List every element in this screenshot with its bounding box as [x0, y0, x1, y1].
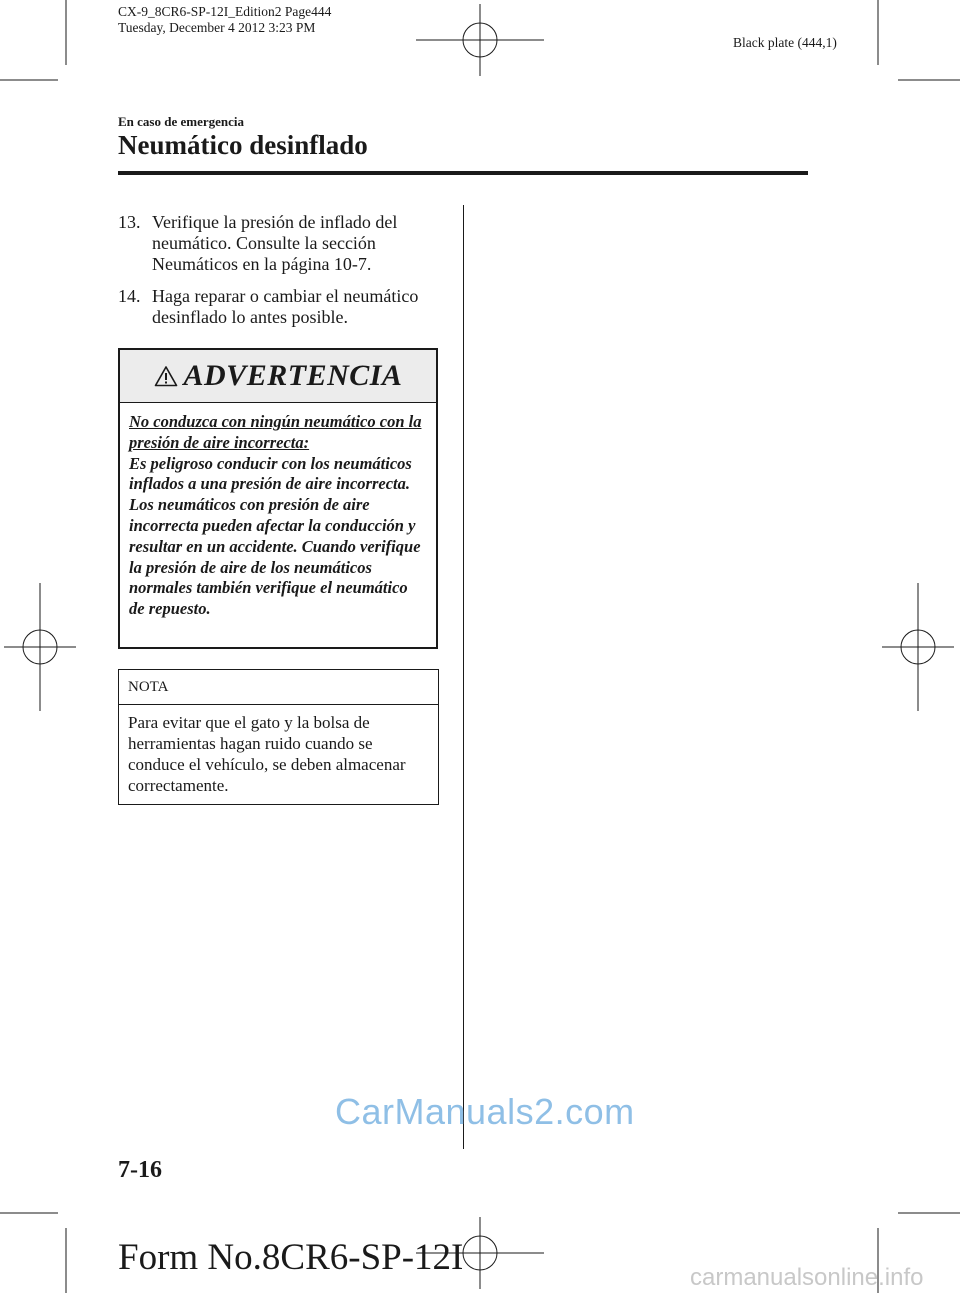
section-label: En caso de emergencia — [118, 114, 245, 129]
warning-triangle-icon — [154, 365, 178, 387]
print-file-line: CX-9_8CR6-SP-12I_Edition2 Page444 — [118, 4, 332, 19]
title-rule — [118, 171, 808, 175]
step-text: Verifique la presión de inflado del neumático. Consulte la sección Neumáticos en la página 10-7. — [152, 212, 398, 274]
step-number: 13. — [118, 212, 141, 232]
column-divider — [463, 205, 464, 1149]
warning-body — [120, 403, 436, 620]
form-number: Form No.8CR6-SP-12I — [118, 1237, 464, 1278]
warning-box — [118, 348, 438, 649]
warning-title: ADVERTENCIA — [183, 359, 403, 392]
step-text: Haga reparar o cambiar el neumático desinflado lo antes posible. — [152, 286, 419, 327]
note-body: Para evitar que el gato y la bolsa de herramientas hagan ruido cuando se conduce el vehículo, se deben almacenar correctamente. — [128, 713, 406, 795]
page-number: 7-16 — [118, 1157, 162, 1183]
note-box — [118, 669, 439, 805]
watermark-logo: CarManuals2.com — [335, 1091, 635, 1132]
step-list — [118, 212, 448, 339]
print-plate-label: Black plate (444,1) — [733, 35, 837, 50]
note-header — [119, 670, 438, 705]
warning-header — [120, 350, 436, 403]
note-title: NOTA — [128, 678, 169, 695]
page-title: Neumático desinflado — [118, 130, 368, 160]
watermark-site: carmanualsonline.info — [690, 1264, 924, 1291]
warning-text: Es peligroso conducir con los neumáticos inflados a una presión de aire incorrecta. Los neumáticos con presión de aire incorrecta pueden afectar la conducción y resultar en un accidente. Cuando verifique la presión de aire de los neumáticos normales también verifique el neumático de repuesto. — [129, 453, 421, 619]
step-number: 14. — [118, 286, 141, 306]
step-item — [118, 286, 448, 328]
print-date-line: Tuesday, December 4 2012 3:23 PM — [118, 20, 316, 35]
step-item — [118, 212, 448, 275]
warning-lead: No conduzca con ningún neumático con la presión de aire incorrecta: — [129, 412, 422, 452]
